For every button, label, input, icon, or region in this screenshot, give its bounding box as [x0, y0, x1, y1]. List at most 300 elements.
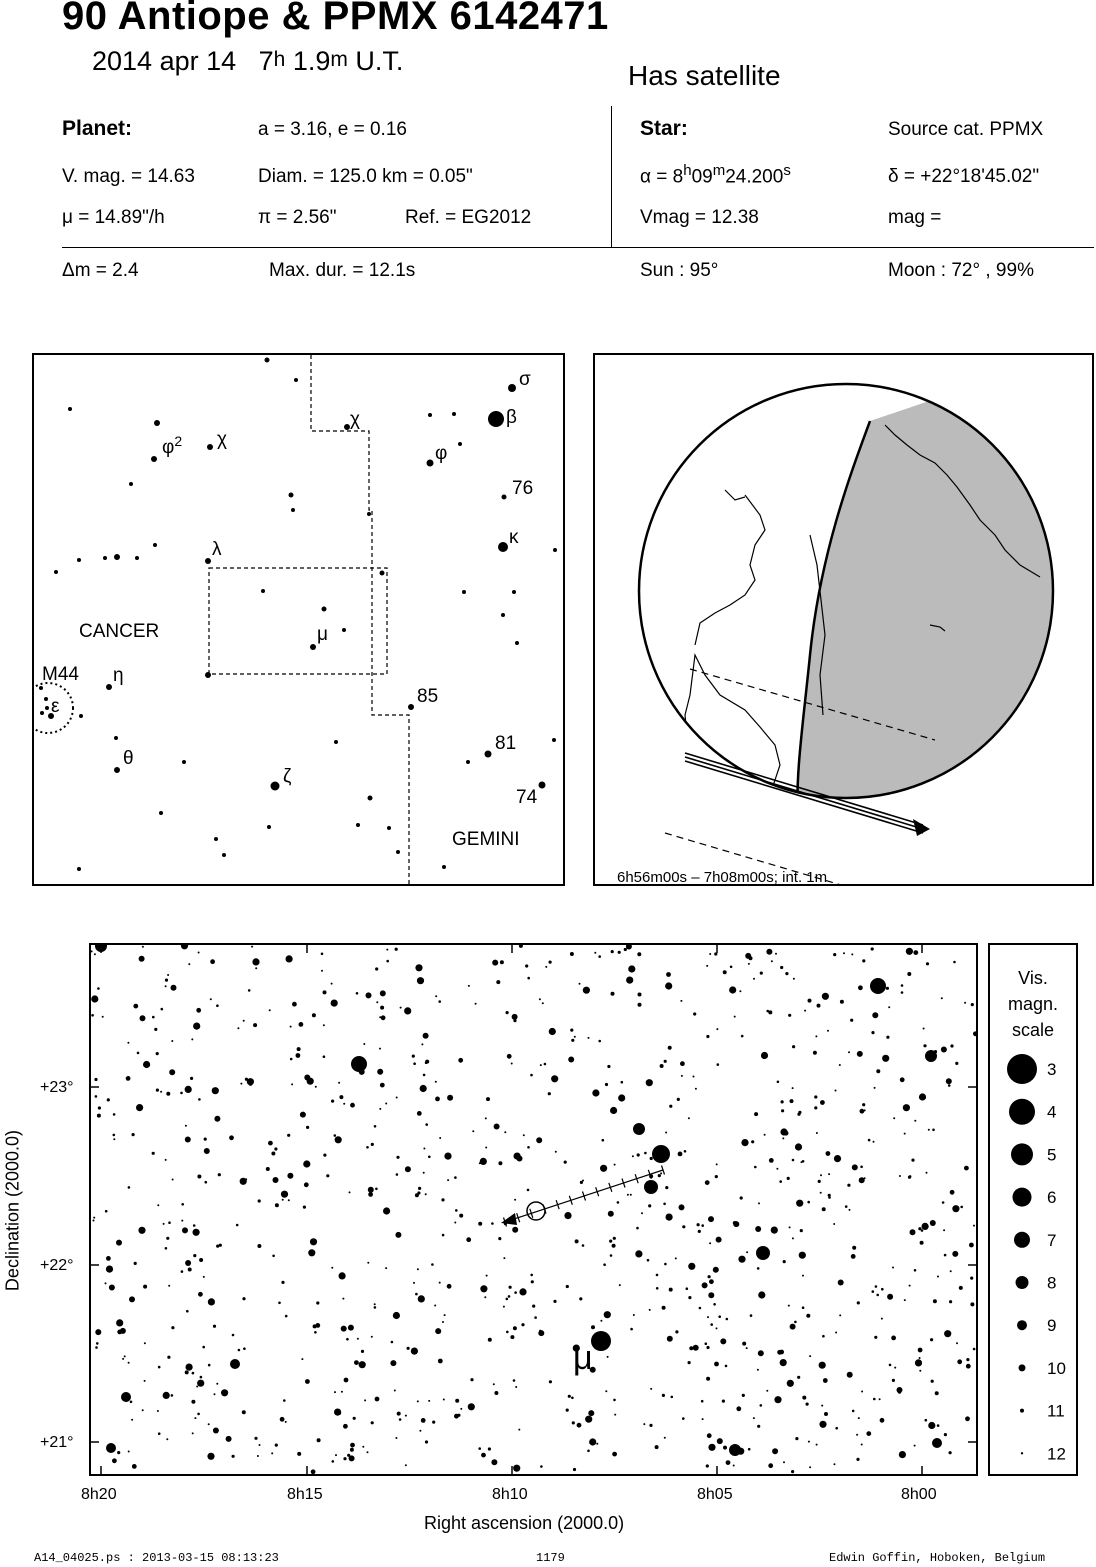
finder-star: [106, 684, 112, 690]
field-star: [886, 1036, 889, 1039]
field-star: [323, 990, 327, 994]
field-star: [106, 1256, 111, 1261]
field-star: [909, 1175, 912, 1178]
field-star: [413, 1062, 416, 1065]
field-star: [405, 1166, 411, 1172]
field-star: [379, 1048, 381, 1050]
field-star: [675, 1257, 677, 1259]
field-star: [311, 1469, 316, 1474]
field-star: [591, 1325, 595, 1329]
field-star: [585, 1416, 592, 1423]
field-star: [112, 1458, 117, 1463]
field-star: [598, 955, 601, 958]
field-star: [880, 1420, 882, 1422]
field-star: [221, 1389, 228, 1396]
field-star: [512, 1014, 518, 1020]
field-star: [421, 1043, 423, 1045]
legend-symbol: [1009, 1099, 1035, 1125]
field-star: [613, 1399, 616, 1402]
field-star: [827, 1030, 829, 1032]
field-star: [349, 1455, 355, 1461]
field-star: [610, 1254, 613, 1257]
field-star: [412, 1055, 415, 1058]
field-star: [137, 1052, 140, 1055]
planet-reference: Ref. = EG2012: [405, 207, 532, 228]
finder-stars: [39, 358, 557, 872]
field-star: [816, 1132, 818, 1134]
field-star: [494, 1391, 498, 1395]
field-star: [131, 1419, 133, 1421]
field-star: [374, 1303, 376, 1305]
field-star: [819, 1362, 826, 1369]
field-star: [944, 1433, 947, 1436]
field-star: [734, 1016, 736, 1018]
field-star: [862, 959, 865, 962]
field-star: [167, 1356, 170, 1359]
field-star: [545, 966, 547, 968]
bright-field-star: [932, 1438, 942, 1448]
label-gemini: GEMINI: [452, 829, 520, 850]
field-star: [944, 1254, 947, 1257]
field-star: [331, 1100, 334, 1103]
field-star: [799, 1252, 806, 1259]
field-star: [278, 1302, 281, 1305]
field-star: [709, 1242, 711, 1244]
field-star: [434, 1305, 436, 1307]
field-star: [315, 1323, 320, 1328]
field-star: [236, 1224, 239, 1227]
field-star: [391, 1341, 394, 1344]
finder-star: [159, 811, 163, 815]
field-star: [266, 1167, 270, 1171]
field-star: [439, 1282, 441, 1284]
field-star: [926, 962, 929, 965]
field-star: [339, 1095, 343, 1099]
field-star: [864, 1109, 866, 1111]
field-star: [447, 1095, 453, 1101]
field-star: [128, 1186, 131, 1189]
field-star: [142, 1409, 144, 1411]
field-star: [171, 1040, 173, 1042]
field-star: [928, 1129, 930, 1131]
field-star: [649, 1424, 652, 1427]
star-dec: δ = +22°18'45.02": [888, 166, 1040, 187]
finder-star: [515, 641, 519, 645]
legend-symbol: [1014, 1232, 1030, 1248]
field-star: [733, 1465, 735, 1467]
field-star: [349, 1191, 351, 1193]
field-star: [95, 1329, 101, 1335]
field-star: [973, 1225, 975, 1227]
bright-field-star: [591, 1331, 611, 1351]
field-star: [216, 1245, 219, 1248]
field-star: [695, 1088, 697, 1090]
label-kappa: κ: [509, 527, 519, 548]
satellite-note: Has satellite: [628, 60, 781, 91]
finder-star: [356, 823, 360, 827]
field-star: [496, 980, 500, 984]
field-star: [949, 1300, 952, 1303]
footer-file: A14_04025.ps : 2013-03-15 08:13:23: [34, 1551, 279, 1565]
finder-star: [368, 796, 373, 801]
field-star: [872, 1012, 878, 1018]
field-star: [168, 1285, 170, 1287]
field-star: [761, 1052, 768, 1059]
field-star: [555, 1151, 557, 1153]
field-star: [488, 1447, 491, 1450]
field-star: [588, 1410, 594, 1416]
field-star: [478, 1222, 482, 1226]
finder-star: [512, 590, 516, 594]
field-star: [904, 1133, 906, 1135]
field-star: [304, 1182, 309, 1187]
field-star: [806, 1403, 809, 1406]
field-star: [331, 1000, 338, 1007]
field-star: [163, 1223, 165, 1225]
finder-star: [334, 740, 338, 744]
field-star: [766, 949, 772, 955]
field-star: [713, 1267, 719, 1273]
field-star: [971, 1003, 974, 1006]
field-star: [167, 974, 169, 976]
field-star: [193, 1224, 196, 1227]
field-star: [105, 1210, 108, 1213]
finder-star: [488, 411, 504, 427]
bright-field-star: [870, 978, 886, 994]
night-side: [797, 355, 1065, 825]
field-star: [872, 1290, 875, 1293]
field-star: [835, 1090, 837, 1092]
field-star: [753, 1417, 755, 1419]
field-star: [133, 1004, 138, 1009]
field-star: [794, 1321, 797, 1324]
field-star: [943, 1229, 945, 1231]
field-star: [965, 1416, 970, 1421]
field-star: [102, 1016, 104, 1018]
field-star: [417, 1400, 419, 1402]
field-star: [475, 1003, 477, 1005]
field-star: [117, 1330, 122, 1335]
field-star: [152, 1152, 155, 1155]
field-star: [379, 1108, 381, 1110]
legend-title-line1: Vis.: [1018, 968, 1048, 988]
field-star: [405, 1464, 407, 1466]
field-star: [678, 1152, 683, 1157]
legend-symbol: [1011, 1143, 1033, 1165]
field-star: [185, 1086, 192, 1093]
field-star: [491, 1459, 497, 1465]
field-star: [364, 1399, 366, 1401]
field-star: [660, 1172, 662, 1174]
field-star: [588, 1037, 590, 1039]
field-star: [637, 952, 641, 956]
field-star: [949, 1451, 952, 1454]
field-star: [668, 1046, 672, 1050]
legend-symbol: [1019, 1364, 1026, 1371]
field-star: [793, 978, 795, 980]
field-star: [966, 1364, 971, 1369]
field-star: [858, 1417, 860, 1419]
label-74: 74: [516, 787, 538, 808]
field-star: [435, 1328, 441, 1334]
field-star: [210, 959, 215, 964]
star-source: Source cat. PPMX: [888, 119, 1044, 140]
finder-star: [387, 826, 391, 830]
field-star: [339, 1272, 346, 1279]
finder-star: [45, 706, 49, 710]
field-star: [748, 1448, 751, 1451]
legend-magnitude-label: 5: [1047, 1145, 1057, 1165]
field-star: [331, 983, 333, 985]
field-star: [273, 1177, 279, 1183]
field-star: [679, 1204, 685, 1210]
field-star: [549, 1380, 552, 1383]
field-star: [964, 1002, 966, 1004]
planet-diameter: Diam. = 125.0 km = 0.05": [258, 166, 473, 187]
field-star: [740, 1196, 743, 1199]
finder-star: [129, 482, 133, 486]
field-star: [736, 1406, 741, 1411]
field-star: [857, 1051, 863, 1057]
label-sigma: σ: [519, 369, 531, 390]
field-star: [213, 1428, 219, 1434]
field-star: [447, 1284, 452, 1289]
field-star: [200, 1376, 203, 1379]
field-star: [956, 1342, 958, 1344]
field-star: [480, 1158, 487, 1165]
field-star: [166, 1092, 170, 1096]
field-star: [521, 1323, 524, 1326]
field-star: [259, 1444, 261, 1446]
field-star: [140, 1015, 146, 1021]
field-star: [343, 1457, 346, 1460]
field-star: [447, 1179, 449, 1181]
field-star: [852, 1164, 858, 1170]
field-star: [663, 1203, 666, 1206]
field-star: [500, 960, 504, 964]
field-star: [920, 1241, 924, 1245]
field-star: [834, 1463, 836, 1465]
globe-panel: [593, 353, 1094, 886]
field-star: [966, 1358, 969, 1361]
field-star: [665, 1186, 668, 1189]
field-star: [386, 960, 389, 963]
bright-field-star: [633, 1123, 645, 1135]
field-star: [942, 1201, 945, 1204]
field-star: [621, 1081, 624, 1084]
field-star: [321, 953, 324, 956]
field-star: [213, 1325, 216, 1328]
field-star: [894, 1367, 896, 1369]
field-star: [852, 1410, 855, 1413]
field-star: [669, 1105, 672, 1108]
field-star: [488, 1338, 492, 1342]
field-star: [598, 1040, 601, 1043]
field-star: [518, 1429, 520, 1431]
field-star: [804, 1010, 806, 1012]
field-star: [684, 1150, 687, 1153]
label-epsilon: ε: [51, 696, 60, 717]
moon-info: Moon : 72° , 99%: [888, 260, 1034, 281]
field-star: [693, 1345, 699, 1351]
field-star: [818, 1180, 821, 1183]
field-star: [216, 1383, 218, 1385]
field-star: [604, 1311, 611, 1318]
field-star: [425, 1123, 428, 1126]
field-star: [697, 1223, 700, 1226]
field-star: [243, 1020, 245, 1022]
field-star: [257, 1455, 259, 1457]
field-star: [783, 1260, 786, 1263]
field-star: [783, 1461, 785, 1463]
field-star: [792, 1087, 794, 1089]
field-star: [109, 1285, 115, 1291]
field-star: [701, 1400, 704, 1403]
field-star: [423, 1148, 425, 1150]
star-field-chart: [89, 943, 978, 1476]
field-star: [941, 997, 943, 999]
field-star: [523, 1134, 525, 1136]
field-star: [612, 1452, 617, 1457]
field-star: [861, 1444, 863, 1446]
field-star: [950, 1044, 953, 1047]
field-star: [380, 990, 386, 996]
field-star: [442, 1234, 445, 1237]
field-star: [185, 1260, 191, 1266]
field-star: [742, 1394, 745, 1397]
field-star: [357, 1338, 359, 1340]
field-star: [779, 1350, 784, 1355]
legend-magnitude-label: 7: [1047, 1230, 1057, 1250]
field-star: [969, 1243, 974, 1248]
field-star: [514, 1291, 517, 1294]
field-star: [511, 1063, 513, 1065]
field-star: [198, 1292, 203, 1297]
field-star: [741, 1035, 744, 1038]
field-star: [713, 1303, 716, 1306]
field-star: [577, 1423, 582, 1428]
field-star: [272, 1255, 275, 1258]
field-star: [955, 1062, 958, 1065]
finder-star: [79, 714, 83, 718]
field-star: [802, 1396, 806, 1400]
field-star: [285, 1421, 287, 1423]
field-star: [539, 1330, 541, 1332]
field-star: [802, 1306, 805, 1309]
field-star: [165, 1247, 168, 1250]
field-star: [444, 1153, 451, 1160]
field-star: [626, 945, 632, 950]
finder-star: [367, 512, 371, 516]
field-star: [207, 1453, 214, 1460]
field-star: [394, 1390, 396, 1392]
field-star: [649, 1309, 651, 1311]
field-star: [611, 950, 614, 953]
delta-magnitude: Δm = 2.4: [62, 260, 139, 281]
field-star: [603, 1263, 606, 1266]
field-star: [534, 1316, 537, 1319]
field-star: [914, 1269, 917, 1272]
field-star: [664, 1060, 667, 1063]
finder-star: [40, 711, 44, 715]
field-star: [229, 1135, 234, 1140]
field-star: [583, 987, 590, 994]
field-star: [758, 1291, 765, 1298]
field-star: [331, 1267, 333, 1269]
field-star: [418, 1295, 425, 1302]
field-star: [944, 1330, 951, 1337]
field-star: [856, 1458, 859, 1461]
field-star: [136, 1104, 143, 1111]
field-star: [790, 1099, 794, 1103]
field-star: [93, 1217, 95, 1219]
field-star: [835, 1427, 838, 1430]
field-star: [366, 992, 372, 998]
field-star: [876, 1294, 879, 1297]
field-star: [655, 1445, 659, 1449]
field-star: [271, 1152, 275, 1156]
field-star: [758, 1202, 760, 1204]
field-star: [662, 1306, 666, 1310]
field-star: [888, 1006, 890, 1008]
field-star: [614, 1164, 616, 1166]
field-star: [568, 1057, 574, 1063]
field-star: [828, 1196, 831, 1199]
field-star: [771, 960, 773, 962]
field-star: [858, 985, 863, 990]
field-star: [873, 1398, 876, 1401]
star-mag: mag =: [888, 207, 942, 228]
field-star: [708, 1275, 711, 1278]
field-star: [323, 1055, 326, 1058]
field-star: [423, 1074, 426, 1077]
field-star: [923, 1028, 925, 1030]
field-star: [788, 1305, 790, 1307]
field-star: [708, 1292, 714, 1298]
field-star: [814, 1106, 817, 1109]
field-star: [769, 1158, 774, 1163]
field-star: [163, 1392, 170, 1399]
field-star: [860, 1166, 863, 1169]
field-star: [919, 1357, 921, 1359]
field-star: [757, 1425, 760, 1428]
field-star: [458, 1058, 463, 1063]
field-star: [605, 1083, 608, 1086]
field-star: [706, 1346, 709, 1349]
field-star: [348, 1325, 354, 1331]
legend-magnitude-label: 4: [1047, 1102, 1057, 1122]
field-star: [400, 1007, 402, 1009]
field-star: [171, 1394, 174, 1397]
field-star: [675, 1330, 678, 1333]
label-76: 76: [512, 478, 534, 499]
field-star: [847, 1184, 850, 1187]
field-star: [503, 1257, 505, 1259]
field-star: [312, 1013, 316, 1017]
finder-star: [103, 556, 107, 560]
y-tick-23: +23°: [40, 1079, 74, 1096]
field-star: [530, 1074, 533, 1077]
field-star: [688, 1296, 691, 1299]
field-star: [840, 1000, 844, 1004]
bright-field-star: [106, 1443, 116, 1453]
field-star: [138, 1227, 145, 1234]
field-star: [795, 1143, 802, 1150]
field-star: [269, 1009, 271, 1011]
field-star: [498, 1237, 501, 1240]
field-star: [568, 1395, 571, 1398]
field-star: [705, 1342, 708, 1345]
